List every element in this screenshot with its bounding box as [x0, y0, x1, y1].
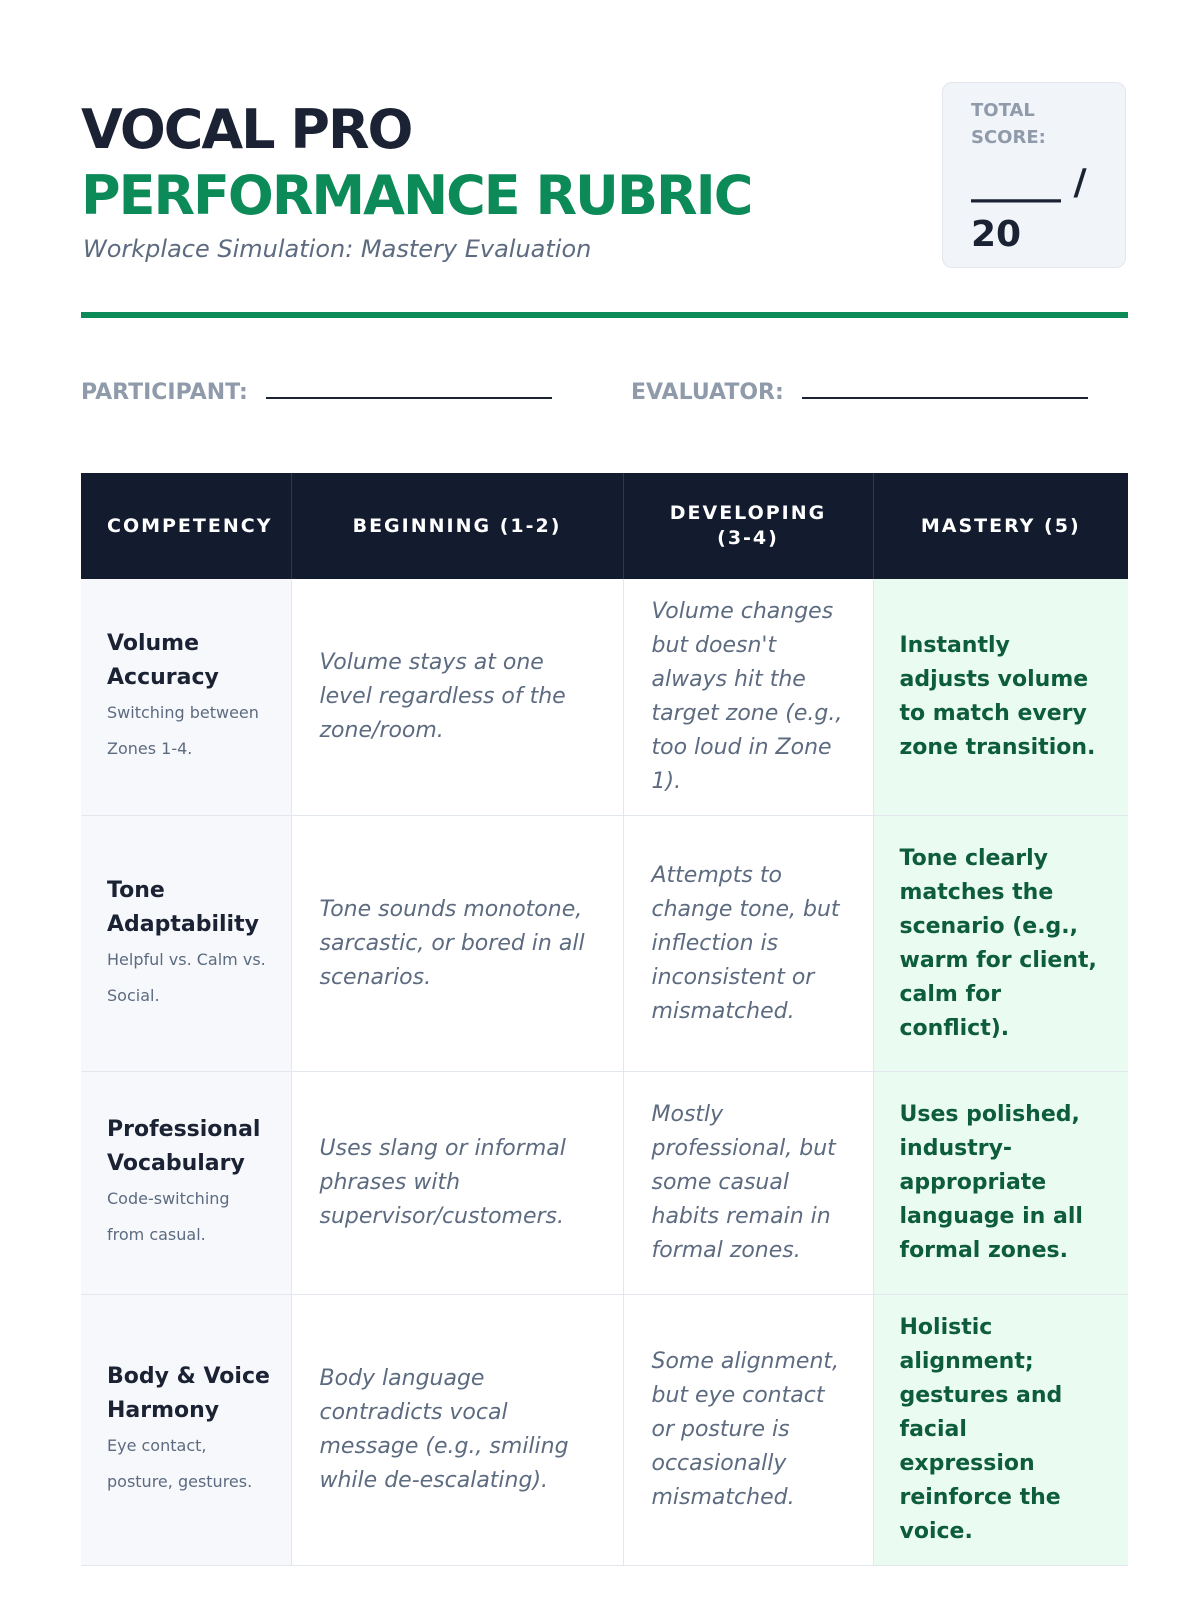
beginning-text: Body language contradicts vocal message (e.g., smiling while de-escalating). [319, 1366, 569, 1493]
developing-text: Mostly professional, but some casual habits remain in formal zones. [651, 1102, 836, 1263]
competency-cell [81, 1072, 291, 1295]
header-competency: COMPETENCY [81, 473, 291, 579]
competency-name: Professional Vocabulary [107, 1117, 261, 1176]
beginning-cell [291, 579, 623, 816]
competency-name: Body & Voice Harmony [107, 1364, 270, 1423]
participant-field [81, 373, 552, 409]
competency-cell [81, 816, 291, 1072]
mastery-text: Tone clearly matches the scenario (e.g., warm for client, calm for conflict). [899, 845, 1097, 1041]
evaluator-field [631, 373, 1088, 409]
table-row [81, 1295, 1128, 1566]
competency-name: Volume Accuracy [107, 631, 219, 690]
beginning-cell [291, 816, 623, 1072]
header-mastery: MASTERY (5) [873, 473, 1128, 579]
beginning-text: Volume stays at one level regardless of the zone/room. [319, 650, 566, 743]
header-developing: DEVELOPING (3-4) [623, 473, 873, 579]
participant-evaluator-fields [81, 373, 1128, 413]
mastery-cell [873, 579, 1128, 816]
developing-cell [623, 1072, 873, 1295]
competency-description: Eye contact, posture, gestures. [107, 1436, 253, 1491]
mastery-text: Instantly adjusts volume to match every zone transition. [899, 633, 1096, 760]
evaluator-input-line[interactable] [802, 373, 1088, 399]
header-divider [81, 312, 1128, 318]
title-primary: VOCAL PRO [81, 98, 412, 161]
header-beginning: BEGINNING (1-2) [291, 473, 623, 579]
beginning-cell [291, 1295, 623, 1566]
title-secondary: PERFORMANCE RUBRIC [81, 164, 752, 227]
competency-description: Helpful vs. Calm vs. Social. [107, 949, 266, 1005]
title-block [81, 98, 881, 264]
total-score-label: TOTAL SCORE: [971, 100, 1046, 148]
total-score-card [942, 82, 1126, 268]
competency-cell [81, 579, 291, 816]
participant-input-line[interactable] [266, 373, 552, 399]
mastery-cell [873, 1295, 1128, 1566]
table-row [81, 1072, 1128, 1295]
mastery-text: Holistic alignment; gestures and facial expression reinforce the voice. [899, 1315, 1063, 1544]
developing-text: Attempts to change tone, but inflection is inconsistent or mismatched. [651, 862, 840, 1024]
mastery-cell [873, 816, 1128, 1072]
subtitle: Workplace Simulation: Mastery Evaluation [83, 235, 592, 263]
beginning-text: Uses slang or informal phrases with supervisor/customers. [319, 1136, 566, 1229]
beginning-text: Tone sounds monotone, sarcastic, or bored in all scenarios. [319, 896, 585, 990]
developing-cell [623, 816, 873, 1072]
table-row [81, 816, 1128, 1072]
evaluator-label: EVALUATOR: [631, 380, 784, 405]
mastery-text: Uses polished, industry-appropriate language in all formal zones. [899, 1102, 1083, 1263]
developing-text: Volume changes but doesn't always hit the target zone (e.g., too loud in Zone 1). [651, 599, 843, 794]
table-row [81, 579, 1128, 816]
rubric-table [81, 473, 1128, 1566]
competency-description: Switching between Zones 1-4. [107, 703, 259, 758]
developing-cell [623, 579, 873, 816]
developing-cell [623, 1295, 873, 1566]
rubric-header-row [81, 473, 1128, 579]
participant-label: PARTICIPANT: [81, 380, 248, 405]
competency-cell [81, 1295, 291, 1566]
total-score-value[interactable]: _____ / 20 [971, 162, 1087, 255]
developing-text: Some alignment, but eye contact or posture is occasionally mismatched. [651, 1349, 840, 1510]
beginning-cell [291, 1072, 623, 1295]
mastery-cell [873, 1072, 1128, 1295]
competency-name: Tone Adaptability [107, 877, 259, 937]
competency-description: Code-switching from casual. [107, 1189, 230, 1244]
